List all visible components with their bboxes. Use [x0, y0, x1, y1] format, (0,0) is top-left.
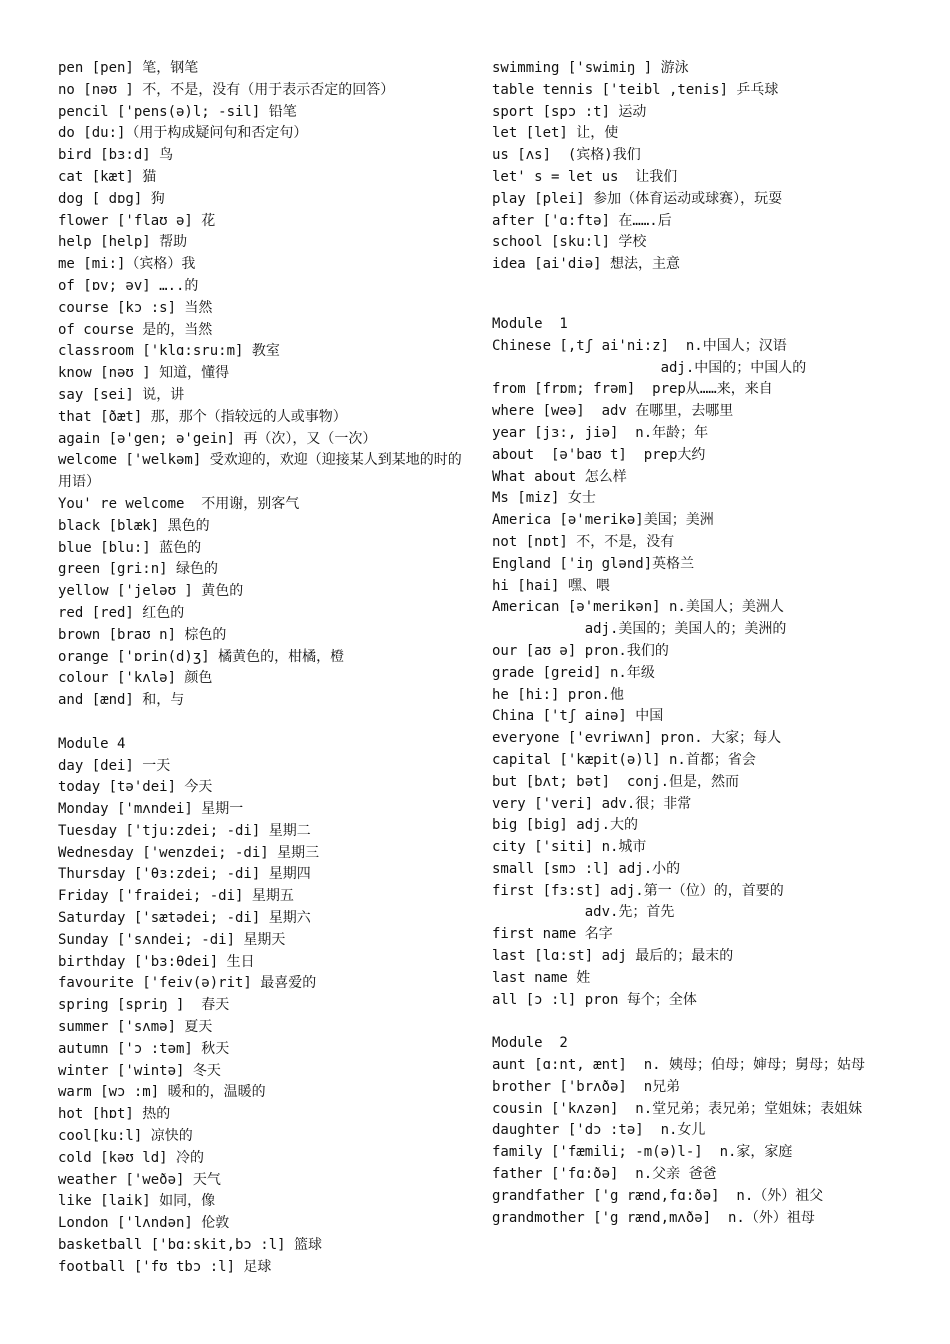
vocab-entry: green [gri:n] 绿色的: [58, 561, 219, 578]
vocab-entry: adj.美国的；美国人的；美洲的: [492, 621, 787, 638]
right-column: [492, 58, 896, 1229]
vocab-entry: he [hi:] pron.他: [492, 686, 625, 703]
vocab-entry: American [ə'merikən] n.美国人；美洲人: [492, 599, 784, 616]
vocab-entry: know [nəʊ ] 知道，懂得: [58, 365, 230, 382]
vocab-entry: Chinese [,tʃ ai'ni:z] n.中国人；汉语: [492, 337, 787, 354]
vocab-entry: You' re welcome 不用谢，别客气: [58, 495, 300, 512]
vocab-entry: flower ['flaʊ ə] 花: [58, 212, 216, 229]
vocab-entry: capital ['kæpit(ə)l] n.首都；省会: [492, 751, 756, 768]
vocab-entry: Thursday ['θɜ:zdei; -di] 星期四: [58, 866, 311, 883]
module-heading: Module 2: [492, 1035, 568, 1052]
vocab-entry: summer ['sʌmə] 夏天: [58, 1019, 213, 1036]
vocab-entry: brother ['brʌðə] n兄弟: [492, 1078, 681, 1095]
vocab-entry: of [ɒv; əv] …..的: [58, 277, 199, 294]
module-heading: Module 1: [492, 315, 568, 332]
vocab-entry: grade [greid] n.年级: [492, 664, 655, 681]
vocab-entry: about [ə'baʊ t] prep大约: [492, 446, 706, 463]
vocab-entry: school [sku:l] 学校: [492, 234, 647, 251]
vocab-entry: city ['siti] n.城市: [492, 839, 647, 856]
vocab-entry: adv.先；首先: [492, 904, 675, 921]
vocab-entry: grandmother ['g rænd,mʌðə] n.（外）祖母: [492, 1209, 815, 1226]
vocab-entry: blue [blu:] 蓝色的: [58, 539, 202, 556]
vocab-entry: where [weə] adv 在哪里，去哪里: [492, 403, 734, 420]
vocab-entry: What about 怎么样: [492, 468, 627, 485]
vocab-entry: us [ʌs] (宾格)我们: [492, 147, 641, 164]
vocab-entry: our [aʊ ə] pron.我们的: [492, 642, 669, 659]
vocab-entry: Saturday ['sætədei; -di] 星期六: [58, 910, 311, 927]
vocab-entry: again [ə'gen; ə'gein] 再（次），又（一次）: [58, 430, 377, 447]
vocab-entry: Wednesday ['wenzdei; -di] 星期三: [58, 844, 320, 861]
left-column: [58, 58, 468, 1279]
vocab-entry: let [let] 让，使: [492, 125, 619, 142]
vocab-entry: Sunday ['sʌndei; -di] 星期天: [58, 931, 286, 948]
vocab-entry: basketball ['bɑ:skit,bɔ :l] 篮球: [58, 1237, 323, 1254]
vocab-entry: pencil ['pens(ə)l; -sil] 铅笔: [58, 103, 297, 120]
vocab-entry: not [nɒt] 不，不是，没有: [492, 533, 675, 550]
vocab-entry: do [du:]（用于构成疑问句和否定句）: [58, 125, 308, 142]
vocab-entry: help [help] 帮助: [58, 234, 188, 251]
vocab-entry: very ['veri] adv.很；非常: [492, 795, 692, 812]
vocab-entry: table tennis ['teibl ,tenis] 乒乓球: [492, 81, 779, 98]
vocab-entry: football ['fʊ tbɔ :l] 足球: [58, 1258, 272, 1275]
vocab-entry: Tuesday ['tju:zdei; -di] 星期二: [58, 822, 311, 839]
vocab-entry: first name 名字: [492, 926, 613, 943]
vocab-entry: day [dei] 一天: [58, 757, 171, 774]
spacer: [492, 276, 896, 314]
vocab-entry: colour ['kʌlə] 颜色: [58, 670, 213, 687]
vocab-entry: but [bʌt; bət] conj.但是，然而: [492, 773, 740, 790]
vocab-entry: classroom ['klɑ:sru:m] 教室: [58, 343, 280, 360]
vocab-entry: Monday ['mʌndei] 星期一: [58, 801, 244, 818]
vocab-entry: birthday ['bɜ:θdei] 生日: [58, 953, 255, 970]
vocab-entry: grandfather ['g rænd,fɑ:ðə] n.（外）祖父: [492, 1187, 824, 1204]
vocab-entry: swimming ['swimiŋ ] 游泳: [492, 60, 689, 76]
vocab-entry: daughter ['dɔ :tə] n.女儿: [492, 1122, 706, 1139]
vocab-entry: father ['fɑ:ðə] n.父亲 爸爸: [492, 1166, 717, 1183]
module-heading: Module 4: [58, 735, 126, 752]
vocab-entry: England ['iŋ glənd]英格兰: [492, 555, 695, 572]
vocab-entry: weather ['weðə] 天气: [58, 1171, 221, 1188]
vocab-entry: like [laik] 如同，像: [58, 1193, 216, 1210]
vocab-entry: big [big] adj.大的: [492, 817, 639, 834]
vocab-entry: cold [kəʊ ld] 冷的: [58, 1149, 205, 1166]
vocab-entry: Friday ['fraidei; -di] 星期五: [58, 888, 294, 905]
vocab-entry: bird [bɜ:d] 鸟: [58, 147, 174, 164]
vocab-entry: of course 是的，当然: [58, 321, 213, 338]
vocab-entry: China ['tʃ ainə] 中国: [492, 708, 664, 725]
vocab-entry: say [sei] 说，讲: [58, 386, 185, 403]
vocab-entry: favourite ['feiv(ə)rit] 最喜爱的: [58, 975, 317, 992]
vocab-entry: hot [hɒt] 热的: [58, 1106, 171, 1123]
vocab-entry-welcome: welcome ['welkəm] 受欢迎的，欢迎（迎接某人到某地的时的用语）: [58, 452, 462, 491]
vocab-entry-cousin: cousin ['kʌzən] n.堂兄弟；表兄弟；堂姐妹；表姐妹: [492, 1100, 863, 1117]
vocab-entry: America [ə'merikə]美国；美洲: [492, 512, 714, 529]
vocab-entry: autumn ['ɔ :təm] 秋天: [58, 1040, 230, 1057]
vocab-entry: yellow ['jeləʊ ] 黄色的: [58, 583, 244, 600]
vocab-entry: last name 姓: [492, 969, 591, 986]
vocab-entry: cat [kæt] 猫: [58, 168, 157, 185]
vocab-entry: warm [wɔ :m] 暖和的，温暖的: [58, 1084, 266, 1101]
vocab-entry: everyone ['evriwʌn] pron. 大家；每人: [492, 730, 782, 747]
vocab-entry: pen [pen] 笔，钢笔: [58, 60, 199, 76]
vocab-entry: today [tə'dei] 今天: [58, 779, 213, 796]
vocab-entry: no [nəʊ ] 不，不是，没有（用于表示否定的回答）: [58, 81, 395, 98]
vocab-entry: and [ænd] 和，与: [58, 692, 185, 709]
vocab-entry: family ['fæmili; -m(ə)l-] n.家，家庭: [492, 1144, 793, 1161]
vocab-entry: year [jɜ:, jiə] n.年龄；年: [492, 424, 709, 441]
vocab-entry: small [smɔ :l] adj.小的: [492, 860, 681, 877]
vocab-entry: last [lɑ:st] adj 最后的；最末的: [492, 948, 734, 965]
vocab-entry: adj.中国的；中国人的: [492, 359, 807, 376]
vocab-entry: London ['lʌndən] 伦敦: [58, 1215, 230, 1232]
spacer: [492, 1011, 896, 1033]
vocab-entry: play [plei] 参加（体育运动或球赛），玩耍: [492, 190, 783, 207]
vocab-entry: course [kɔ :s] 当然: [58, 299, 213, 316]
vocab-entry: idea [ai'diə] 想法，主意: [492, 256, 681, 273]
vocab-entry: first [fɜ:st] adj.第一（位）的，首要的: [492, 882, 784, 899]
vocab-entry: that [ðæt] 那，那个（指较远的人或事物）: [58, 408, 347, 425]
vocab-entry: orange ['ɒrin(d)ʒ] 橘黄色的，柑橘，橙: [58, 648, 345, 665]
vocab-entry: dog [ dɒg] 狗: [58, 190, 165, 207]
vocab-entry: black [blæk] 黑色的: [58, 517, 210, 534]
vocab-entry: sport [spɔ :t] 运动: [492, 103, 647, 120]
vocab-entry: Ms [miz] 女士: [492, 490, 596, 507]
vocab-entry: red [red] 红色的: [58, 604, 185, 621]
vocab-entry: all [ɔ :l] pron 每个；全体: [492, 991, 697, 1008]
vocab-entry: brown [braʊ n] 棕色的: [58, 626, 227, 643]
vocab-entry: winter ['wintə] 冬天: [58, 1062, 221, 1079]
vocab-entry: hi [hai] 嘿、喂: [492, 577, 610, 594]
vocab-entry: after ['ɑ:ftə] 在…….后: [492, 212, 672, 229]
spacer: [58, 712, 468, 734]
vocab-entry-aunt: aunt [ɑ:nt, ænt] n. 姨母；伯母；婶母；舅母；姑母: [492, 1057, 866, 1074]
vocab-entry: let' s = let us 让我们: [492, 168, 678, 185]
vocab-entry: from [frɒm; frəm] prep从……来，来自: [492, 381, 773, 398]
vocab-entry: spring [spriŋ ] 春天: [58, 997, 230, 1014]
vocab-entry: cool[ku:l] 凉快的: [58, 1128, 193, 1145]
vocab-entry: me [mi:]（宾格）我: [58, 256, 196, 273]
